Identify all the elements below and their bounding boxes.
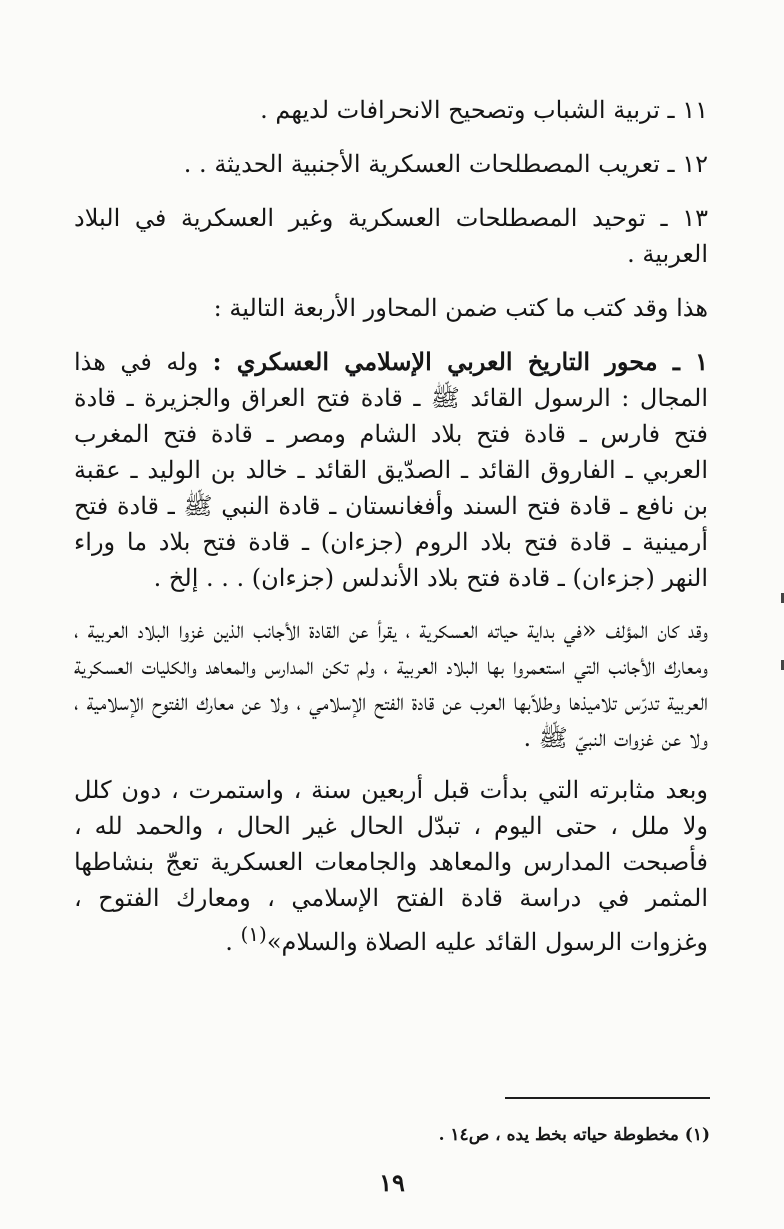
footnote-separator [505, 1097, 710, 1099]
axis-title: ١ ـ محور التاريخ العربي الإسلامي العسكري : [212, 347, 708, 376]
axis-body: وله في هذا المجال : الرسول القائد ﷺ ـ قادة فتح العراق والجزيرة ـ قادة فتح فارس ـ قادة فتح بلاد الشام ومصر ـ قادة فتح المغرب العربي ـ الفاروق القائد ـ الصدّيق القائد ـ خالد بن الوليد ـ عقبة بن نافع ـ قادة فتح السند وأفغانستان ـ قادة النبي ﷺ ـ قادة فتح أرمينية ـ قادة فتح بلاد الروم (جزءان) ـ قادة فتح بلاد ما وراء النهر (جزءان) ـ قادة فتح بلاد الأندلس (جزءان) . . . إلخ . [74, 348, 708, 592]
author-paragraph: وقد كان المؤلف «في بداية حياته العسكرية ، يقرأ عن القادة الأجانب الذين غزوا البلاد العربية ، ومعارك الأجانب التي استعمروا بها البلاد العربية ، ولم تكن المدارس والمعاهد والكليات العسكرية العربية تدرّس تلاميذها وطلاّبها العرب عن قادة الفتح الإسلامي ، ولا عن معارك الفتوح الإسلامية ، ولا عن غزوات النبيّ ﷺ . [74, 616, 708, 752]
list-item-13: ١٣ ـ توحيد المصطلحات العسكرية وغير العسكرية في البلاد العربية . [74, 204, 708, 268]
footnote: (١) مخطوطة حياته بخط يده ، ص١٤ . [438, 1125, 710, 1145]
list-item-11: ١١ ـ تربية الشباب وتصحيح الانحرافات لديهم . [260, 96, 708, 124]
page-number: ١٩ [379, 1168, 405, 1197]
axis-paragraph [74, 344, 708, 596]
footnote-reference: (١) [240, 922, 267, 946]
main-text [74, 92, 708, 976]
intro-paragraph: هذا وقد كتب ما كتب ضمن المحاور الأربعة التالية : [213, 294, 708, 322]
closing-paragraph [74, 772, 708, 960]
list-item-12: ١٢ ـ تعريب المصطلحات العسكرية الأجنبية الحديثة . . [183, 150, 708, 178]
closing-text: وبعد مثابرته التي بدأت قبل أربعين سنة ، واستمرت ، دون كلل ولا ملل ، حتى اليوم ، تبدّل الحال غير الحال ، والحمد لله ، فأصبحت المدارس والمعاهد والجامعات العسكرية تعجّ بنشاطها المثمر في دراسة قادة الفتح الإسلامي ، ومعارك الفتوح ، وغزوات الرسول القائد عليه الصلاة والسلام» [74, 776, 709, 956]
closing-end-punctuation: . [225, 928, 241, 956]
